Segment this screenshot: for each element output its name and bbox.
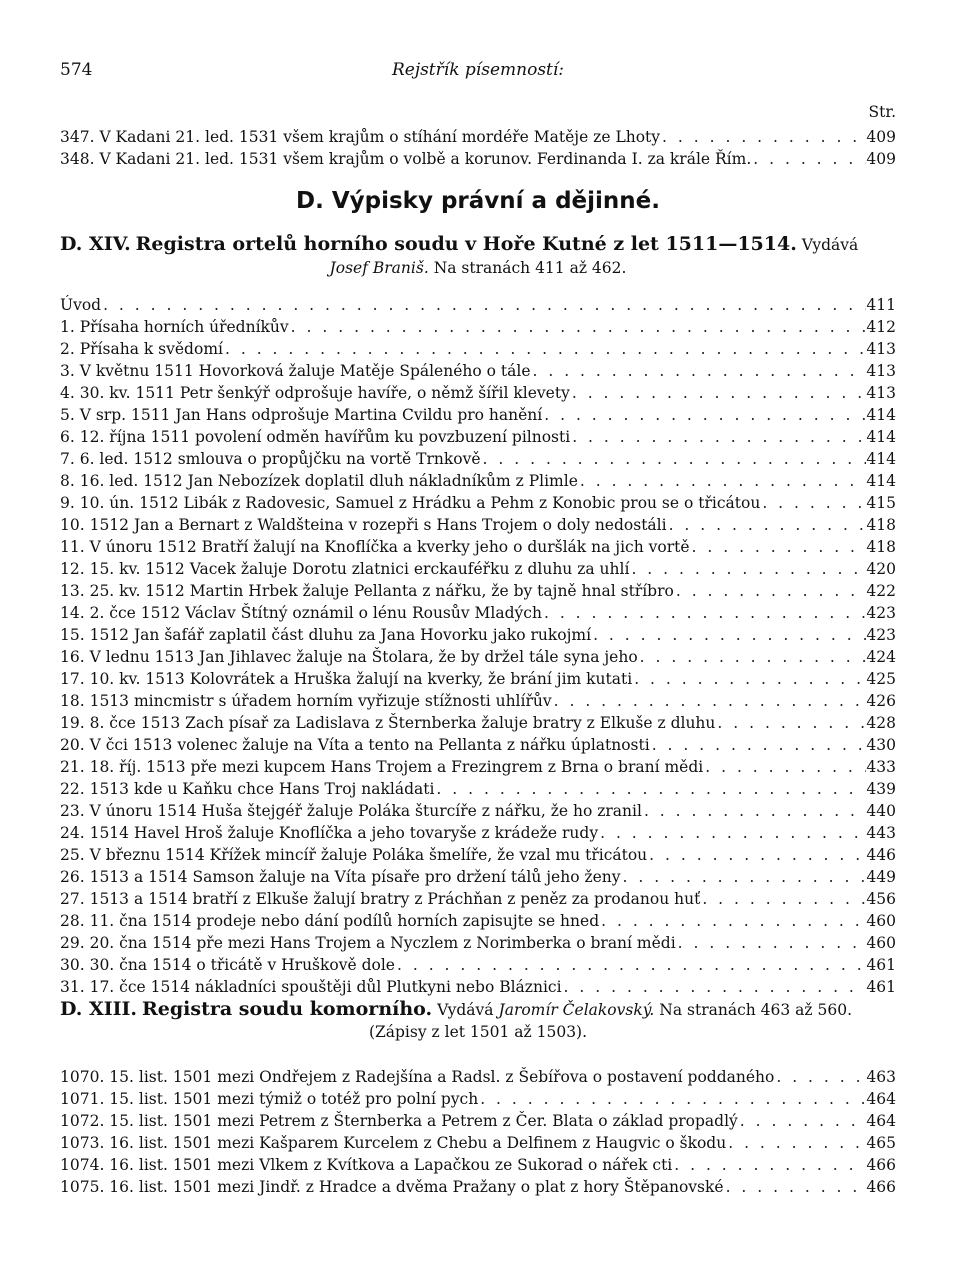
- leader-dots: [676, 932, 867, 954]
- entry-page: 461: [866, 978, 896, 996]
- xiv-heading: [60, 233, 896, 255]
- entry-text: 1074. 16. list. 1501 mezi Vlkem z Kvítkova a Lapačkou ze Sukorad o nářek cti: [60, 1156, 673, 1174]
- book-page: [60, 0, 896, 1280]
- leader-dots: [632, 668, 866, 690]
- entry-page: 423: [866, 604, 896, 622]
- entry-page: 413: [866, 384, 896, 402]
- leader-dots: [703, 756, 866, 778]
- leader-dots: [726, 1132, 866, 1154]
- leader-dots: [724, 1176, 867, 1198]
- entry-text: 21. 18. říj. 1513 pře mezi kupcem Hans Trojem a Frezingrem z Brna o braní mědi: [60, 758, 704, 776]
- toc-row: [60, 426, 896, 448]
- toc-row: [60, 976, 896, 998]
- entry-text: 4. 30. kv. 1511 Petr šenkýř odprošuje havíře, o němž šířil klevety: [60, 384, 570, 402]
- leader-dots: [570, 426, 866, 448]
- leader-dots: [598, 822, 866, 844]
- entry-text: 7. 6. led. 1512 smlouva o propůjčku na vortě Trnkově: [60, 450, 481, 468]
- xiii-subnote: (Zápisy z let 1501 až 1503).: [368, 1023, 588, 1041]
- leader-dots: [223, 338, 866, 360]
- entry-page: 464: [866, 1090, 896, 1108]
- entry-text: Úvod: [60, 296, 102, 314]
- entry-page: 414: [866, 406, 896, 424]
- entry-page: 456: [866, 890, 896, 908]
- toc-row: [60, 1110, 896, 1132]
- toc-row: [60, 338, 896, 360]
- toc-row: [60, 360, 896, 382]
- toc-row: [60, 492, 896, 514]
- toc-row: [60, 624, 896, 646]
- entry-text: 16. V lednu 1513 Jan Jihlavec žaluje na Štolara, že by držel tále syna jeho: [60, 648, 638, 666]
- entry-page: 440: [866, 802, 896, 820]
- leader-dots: [434, 778, 866, 800]
- entry-text: 1070. 15. list. 1501 mezi Ondřejem z Radejšína a Radsl. z Šebířova o postavení poddaného: [60, 1068, 775, 1086]
- entry-page: 428: [866, 714, 896, 732]
- toc-row: [60, 712, 896, 734]
- leader-dots: [562, 976, 867, 998]
- leader-dots: [578, 470, 867, 492]
- entry-text: 347. V Kadani 21. led. 1531 všem krajům o stíhání mordéře Matěje ze Lhoty: [60, 128, 661, 146]
- entry-page: 414: [866, 472, 896, 490]
- leader-dots: [542, 602, 866, 624]
- toc-row: [60, 866, 896, 888]
- leader-dots: [647, 844, 866, 866]
- entry-text: 18. 1513 mincmistr s úřadem horním vyřizuje stížnosti uhlířův: [60, 692, 552, 710]
- entry-page: 465: [866, 1134, 896, 1152]
- entry-text: 9. 10. ún. 1512 Libák z Radovesic, Samuel z Hrádku a Pehm z Konobic prou se o třicátou: [60, 494, 761, 512]
- entry-text: 348. V Kadani 21. led. 1531 všem krajům o volbě a korunov. Ferdinanda I. za krále Řím.: [60, 150, 752, 168]
- toc-row: [60, 800, 896, 822]
- leader-dots: [478, 1088, 866, 1110]
- section-title: D. Výpisky právní a dějinné.: [296, 188, 660, 214]
- entry-text: 12. 15. kv. 1512 Vacek žaluje Dorotu zlatnici erckauféřku z dluhu za uhlí: [60, 560, 630, 578]
- xiv-pages-note: Na stranách 411 až 462.: [433, 259, 627, 277]
- entry-page: 426: [866, 692, 896, 710]
- toc-row: [60, 382, 896, 404]
- toc-row: [60, 1176, 896, 1198]
- toc-row: [60, 1154, 896, 1176]
- xiv-editor-name: Josef Braniš.: [329, 259, 429, 277]
- toc-row: [60, 910, 896, 932]
- page-header: [60, 60, 896, 84]
- toc-row: [60, 646, 896, 668]
- xiii-editor-lead: Vydává: [437, 1001, 494, 1019]
- entry-page: 413: [866, 340, 896, 358]
- entry-page: 461: [866, 956, 896, 974]
- xiv-prefix: D. XIV.: [60, 233, 131, 255]
- toc-row: [60, 148, 896, 170]
- entry-text: 28. 11. čna 1514 prodeje nebo dání podílů horních zapisujte se hned: [60, 912, 600, 930]
- page-column-label: Str.: [868, 103, 896, 121]
- toc-row: [60, 558, 896, 580]
- entry-text: 29. 20. čna 1514 pře mezi Hans Trojem a Nyczlem z Norimberka o braní mědi: [60, 934, 676, 952]
- leader-dots: [599, 910, 866, 932]
- entry-text: 25. V březnu 1514 Křížek mincíř žaluje Poláka šmelíře, že vzal mu třicátou: [60, 846, 648, 864]
- toc-row: [60, 756, 896, 778]
- entry-text: 19. 8. čce 1513 Zach písař za Ladislava z Šternberka žaluje bratry z Elkuše z dluhu: [60, 714, 716, 732]
- toc-row: [60, 316, 896, 338]
- entry-text: 1075. 16. list. 1501 mezi Jindř. z Hradce a dvěma Pražany o plat z hory Štěpanovské: [60, 1178, 724, 1196]
- xiii-prefix: D. XIII.: [60, 998, 138, 1020]
- toc-row: [60, 1132, 896, 1154]
- entry-text: 1. Přísaha horních úředníkův: [60, 318, 289, 336]
- leader-dots: [650, 734, 867, 756]
- leader-dots: [774, 1066, 866, 1088]
- entry-text: 2. Přísaha k svědomí: [60, 340, 223, 358]
- leader-dots: [642, 800, 866, 822]
- leader-dots: [700, 888, 866, 910]
- leader-dots: [751, 148, 866, 170]
- toc-row: [60, 1066, 896, 1088]
- toc-row: [60, 844, 896, 866]
- entry-text: 14. 2. čce 1512 Václav Štítný oznámil o lénu Rousův Mladých: [60, 604, 542, 622]
- toc-row: [60, 690, 896, 712]
- toc-row: [60, 404, 896, 426]
- entry-text: 23. V únoru 1514 Huša štejgéř žaluje Poláka šturcíře z nářku, že ho zranil: [60, 802, 642, 820]
- entry-text: 8. 16. led. 1512 Jan Nebozízek doplatil dluh nákladníkům z Plimle: [60, 472, 578, 490]
- entry-page: 409: [866, 150, 896, 168]
- entry-text: 5. V srp. 1511 Jan Hans odprošuje Martina Cvildu pro hanění: [60, 406, 543, 424]
- leader-dots: [760, 492, 866, 514]
- leader-dots: [690, 536, 867, 558]
- entry-page: 463: [866, 1068, 896, 1086]
- entry-page: 413: [866, 362, 896, 380]
- leader-dots: [667, 514, 867, 536]
- entry-text: 11. V únoru 1512 Bratří žalují na Knoflíčka a kverky jeho o duršlák na jich vortě: [60, 538, 690, 556]
- entry-page: 449: [866, 868, 896, 886]
- entry-page: 411: [866, 296, 896, 314]
- entry-page: 414: [866, 450, 896, 468]
- entry-page: 460: [866, 934, 896, 952]
- entry-text: 22. 1513 kde u Kaňku chce Hans Troj nakládati: [60, 780, 435, 798]
- leader-dots: [570, 382, 867, 404]
- entry-page: 418: [866, 538, 896, 556]
- entry-page: 460: [866, 912, 896, 930]
- toc-row: [60, 580, 896, 602]
- entry-text: 6. 12. října 1511 povolení odměn havířům ku povzbuzení pilnosti: [60, 428, 571, 446]
- leader-dots: [672, 1154, 866, 1176]
- leader-dots: [738, 1110, 867, 1132]
- entry-text: 13. 25. kv. 1512 Martin Hrbek žaluje Pellanta z nářku, že by tajně hnal stříbro: [60, 582, 674, 600]
- entry-page: 414: [866, 428, 896, 446]
- entry-page: 409: [866, 128, 896, 146]
- xiv-title: Registra ortelů horního soudu v Hoře Kutné z let 1511—1514.: [135, 233, 797, 255]
- entry-page: 425: [866, 670, 896, 688]
- page-number: 574: [60, 60, 93, 80]
- entry-page: 420: [866, 560, 896, 578]
- entry-page: 423: [866, 626, 896, 644]
- toc-row: [60, 822, 896, 844]
- toc-row: [60, 954, 896, 976]
- leader-dots: [542, 404, 866, 426]
- xiii-pages-note: Na stranách 463 až 560.: [659, 1001, 853, 1019]
- entry-page: 415: [866, 494, 896, 512]
- leader-dots: [715, 712, 866, 734]
- toc-row: [60, 126, 896, 148]
- entry-page: 466: [866, 1178, 896, 1196]
- entry-page: 433: [866, 758, 896, 776]
- toc-row: [60, 602, 896, 624]
- leader-dots: [552, 690, 867, 712]
- entry-text: 10. 1512 Jan a Bernart z Waldšteina v rozepři s Hans Trojem o doly nedostáli: [60, 516, 667, 534]
- toc-row: [60, 778, 896, 800]
- entry-page: 418: [866, 516, 896, 534]
- entry-text: 30. 30. čna 1514 o třicátě v Hruškově dole: [60, 956, 395, 974]
- entry-page: 422: [866, 582, 896, 600]
- leader-dots: [660, 126, 866, 148]
- entry-text: 26. 1513 a 1514 Samson žaluje na Víta písaře pro držení tálů jeho ženy: [60, 868, 621, 886]
- entry-text: 1071. 15. list. 1501 mezi týmiž o totéž pro polní pych: [60, 1090, 479, 1108]
- leader-dots: [289, 316, 867, 338]
- toc-row: [60, 734, 896, 756]
- entry-page: 466: [866, 1156, 896, 1174]
- toc-row: [60, 470, 896, 492]
- leader-dots: [531, 360, 867, 382]
- entry-page: 412: [866, 318, 896, 336]
- entry-page: 430: [866, 736, 896, 754]
- toc-row: [60, 514, 896, 536]
- leader-dots: [674, 580, 867, 602]
- leader-dots: [591, 624, 866, 646]
- toc-row: [60, 536, 896, 558]
- leader-dots: [395, 954, 866, 976]
- leader-dots: [638, 646, 867, 668]
- toc-row: [60, 932, 896, 954]
- entry-text: 27. 1513 a 1514 bratří z Elkuše žalují bratry z Práchňan z peněz za prodanou huť: [60, 890, 701, 908]
- entry-text: 1072. 15. list. 1501 mezi Petrem z Šternberka a Petrem z Čer. Blata o základ propadlý: [60, 1112, 738, 1130]
- toc-row: [60, 448, 896, 470]
- entry-page: 439: [866, 780, 896, 798]
- entry-text: 3. V květnu 1511 Hovorková žaluje Matěje Spáleného o tále: [60, 362, 531, 380]
- entry-text: 15. 1512 Jan šafář zaplatil část dluhu za Jana Hovorku jako rukojmí: [60, 626, 592, 644]
- xiv-editor-line: [60, 259, 896, 277]
- running-title: Rejstřík písemností:: [391, 60, 565, 80]
- leader-dots: [629, 558, 866, 580]
- xiii-heading: [60, 998, 896, 1020]
- toc-row: [60, 888, 896, 910]
- xiii-editor-name: Jaromír Čelakovský.: [498, 1001, 655, 1019]
- entry-page: 424: [866, 648, 896, 666]
- toc-row: [60, 294, 896, 316]
- entry-page: 446: [866, 846, 896, 864]
- xiv-editor-lead: Vydává: [801, 236, 859, 254]
- toc-row: [60, 668, 896, 690]
- xiii-title: Registra soudu komorního.: [142, 998, 433, 1020]
- entry-text: 31. 17. čce 1514 nákladníci spouštěji důl Plutkyni nebo Bláznici: [60, 978, 562, 996]
- entry-text: 17. 10. kv. 1513 Kolovrátek a Hruška žalují na kverky, že brání jim kutati: [60, 670, 633, 688]
- entry-text: 20. V čci 1513 volenec žaluje na Víta a tento na Pellanta z nářku úplatnosti: [60, 736, 650, 754]
- leader-dots: [481, 448, 867, 470]
- leader-dots: [621, 866, 867, 888]
- leader-dots: [101, 294, 866, 316]
- toc-row: [60, 1088, 896, 1110]
- entry-page: 464: [866, 1112, 896, 1130]
- entry-text: 24. 1514 Havel Hroš žaluje Knoflíčka a jeho tovaryše z krádeže rudy: [60, 824, 599, 842]
- entry-text: 1073. 16. list. 1501 mezi Kašparem Kurcelem z Chebu a Delfinem z Haugvic o škodu: [60, 1134, 727, 1152]
- entry-page: 443: [866, 824, 896, 842]
